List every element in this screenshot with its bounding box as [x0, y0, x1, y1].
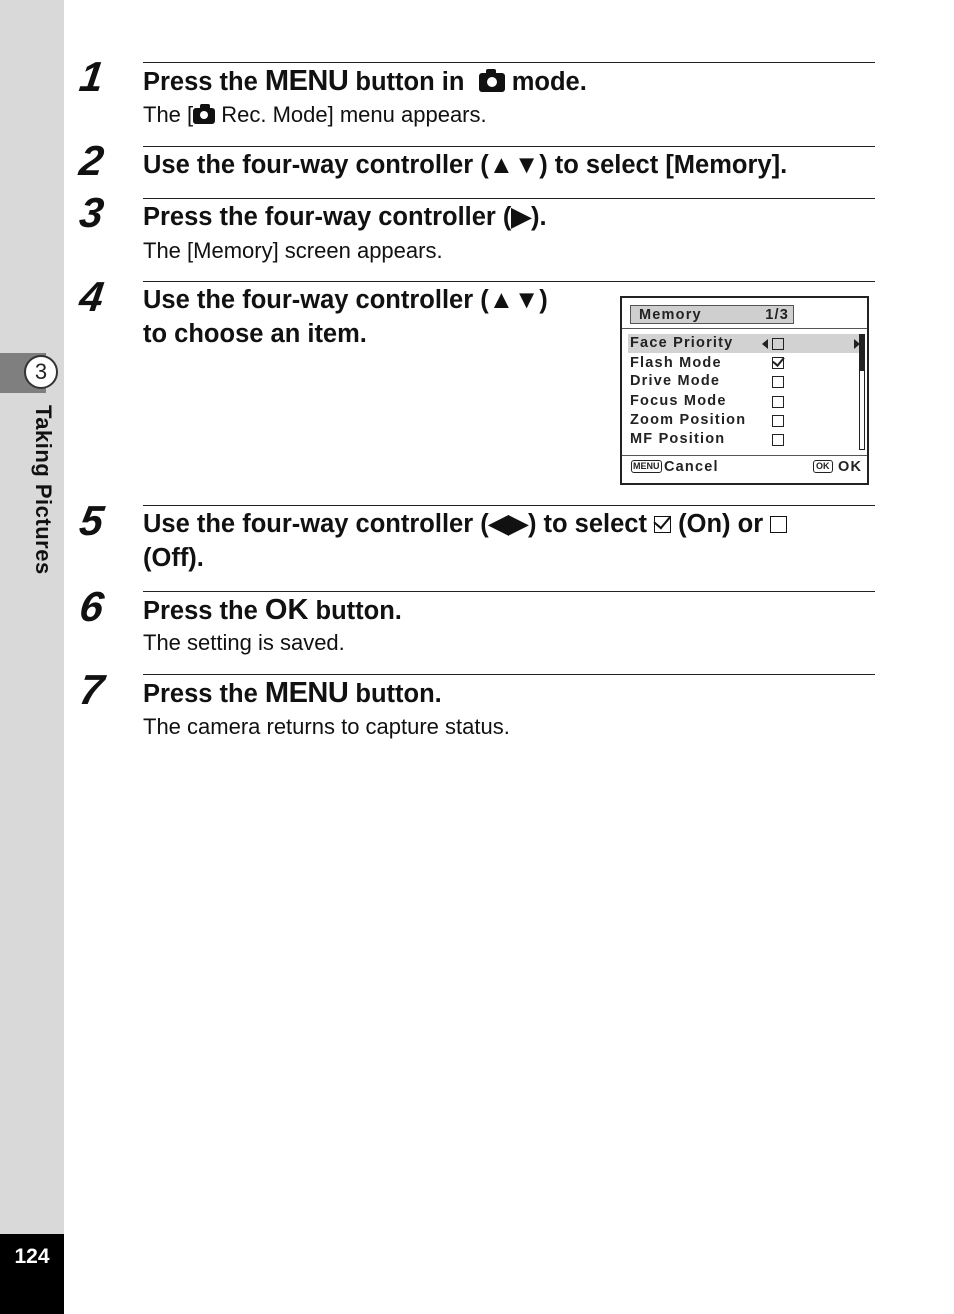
camera-icon [479, 73, 505, 92]
step-6-text: button. [308, 597, 402, 625]
step-3-number: 3 [76, 189, 107, 236]
menu-key-icon: MENU [633, 461, 660, 471]
checkbox-empty-icon[interactable] [772, 376, 784, 388]
camera-icon [193, 108, 215, 124]
step-3-note: The [Memory] screen appears. [143, 238, 443, 263]
checkbox-empty-icon[interactable] [772, 434, 784, 446]
ok-label: OK [838, 459, 863, 475]
divider [143, 674, 875, 675]
step-3-heading: Press the four-way controller (▶). [143, 203, 547, 231]
step-4-number: 4 [76, 273, 107, 320]
step-7-text: Press the [143, 680, 265, 708]
checkbox-empty-icon[interactable] [772, 396, 784, 408]
screen-title: Memory [639, 307, 702, 323]
step-2-heading: Use the four-way controller (▲▼) to select [Memory]. [143, 151, 788, 179]
step-4-heading-line1: Use the four-way controller (▲▼) [143, 286, 548, 314]
divider [143, 146, 875, 147]
step-1-text: Press the [143, 68, 265, 96]
screen-page-indicator: 1/3 [765, 307, 789, 323]
menu-button-label: MENU [264, 65, 349, 97]
step-1-heading [143, 64, 587, 99]
step-1-text: button in [348, 68, 472, 96]
step-1-number: 1 [76, 53, 107, 100]
sidebar [0, 0, 64, 1314]
menu-item-zoom-position[interactable]: Zoom Position [630, 412, 747, 428]
step-5-heading-line2: (Off). [143, 544, 204, 572]
step-2-number: 2 [76, 137, 107, 184]
scrollbar-thumb[interactable] [860, 335, 864, 371]
step-4-heading-line2: to choose an item. [143, 320, 367, 348]
step-7-note: The camera returns to capture status. [143, 714, 510, 739]
step-6-text: Press the [143, 597, 265, 625]
step-1-note-text: Rec. Mode] menu appears. [215, 102, 487, 127]
step-6-heading [143, 593, 402, 628]
menu-item-mf-position[interactable]: MF Position [630, 431, 726, 447]
step-1-note-text: The [ [143, 102, 194, 127]
step-5-heading-line1 [143, 507, 787, 541]
step-6-note: The setting is saved. [143, 630, 345, 655]
divider [143, 591, 875, 592]
step-5-text: Use the four-way controller (◀▶) to select [143, 510, 655, 538]
checkbox-empty-icon[interactable] [772, 338, 784, 350]
memory-screen [620, 296, 869, 485]
checkbox-empty-icon [770, 516, 787, 533]
step-6-number: 6 [76, 583, 107, 630]
divider [143, 281, 875, 282]
step-7-text: button. [348, 680, 442, 708]
step-7-heading [143, 676, 442, 711]
checkbox-checked-icon[interactable] [772, 357, 784, 369]
page-number: 124 [0, 1234, 64, 1314]
checkbox-checked-icon [654, 516, 671, 533]
ok-key-icon: OK [813, 460, 833, 473]
step-1-note [143, 101, 487, 129]
screen-divider [622, 328, 867, 329]
chapter-number: 3 [24, 355, 58, 389]
step-1-text: mode. [504, 68, 587, 96]
step-5-text: (On) or [671, 510, 771, 538]
arrow-left-icon [762, 339, 768, 349]
chapter-title: Taking Pictures [31, 405, 56, 575]
screen-title-bar [630, 305, 794, 324]
ok-button-label: OK [264, 594, 309, 626]
step-7-number: 7 [76, 666, 107, 713]
scrollbar[interactable] [859, 334, 865, 450]
step-5-number: 5 [76, 497, 107, 544]
cancel-label: Cancel [664, 459, 719, 475]
menu-item-drive-mode[interactable]: Drive Mode [630, 373, 721, 389]
divider [143, 198, 875, 199]
screen-divider [622, 455, 867, 456]
divider [143, 505, 875, 506]
checkbox-empty-icon[interactable] [772, 415, 784, 427]
menu-item-face-priority[interactable]: Face Priority [630, 335, 734, 351]
menu-item-flash-mode[interactable]: Flash Mode [630, 355, 722, 371]
divider [143, 62, 875, 63]
menu-button-label: MENU [264, 677, 349, 709]
chapter-tab [0, 353, 64, 393]
menu-item-focus-mode[interactable]: Focus Mode [630, 393, 727, 409]
